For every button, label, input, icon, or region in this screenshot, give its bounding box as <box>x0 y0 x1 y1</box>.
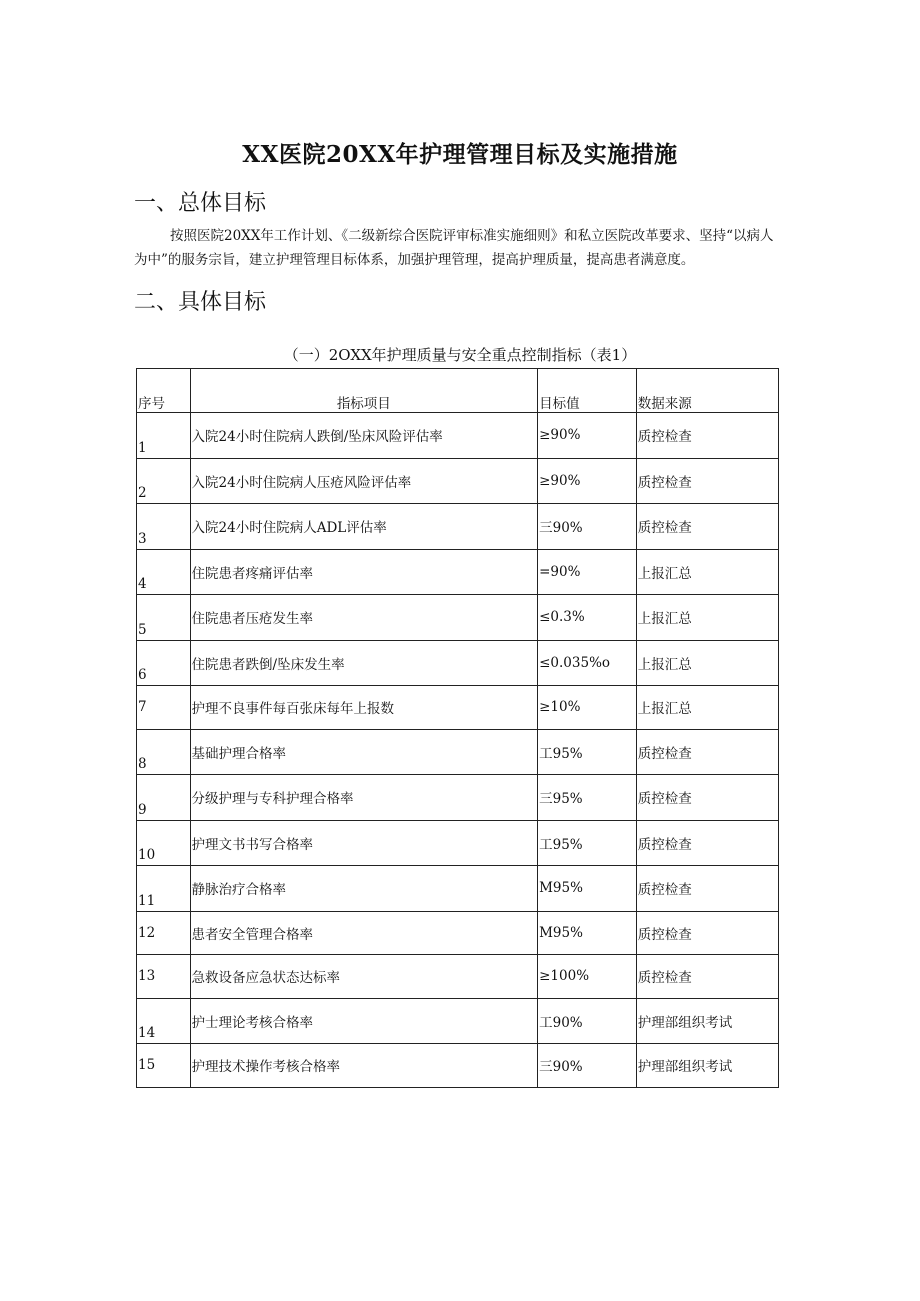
section-heading-specific-goals: 二、具体目标 <box>134 290 267 315</box>
row-source: 质控检查 <box>636 413 778 459</box>
row-no: 12 <box>137 911 191 955</box>
table-row <box>137 866 779 912</box>
table-row <box>137 640 779 686</box>
header-item: 指标项目 <box>190 369 538 413</box>
row-no: 13 <box>137 955 191 999</box>
row-target: =90% <box>538 549 637 595</box>
row-no: 10 <box>137 820 191 866</box>
row-no: 9 <box>137 775 191 821</box>
row-item: 住院患者疼痛评估率 <box>190 549 538 595</box>
row-target: 三95% <box>538 775 637 821</box>
table-caption: （一）2OXX年护理质量与安全重点控制指标（表1） <box>283 346 637 364</box>
table-header-row <box>137 369 779 413</box>
row-no: 7 <box>137 686 191 730</box>
row-target: ≤0.035%o <box>538 640 637 686</box>
row-source: 上报汇总 <box>636 686 778 730</box>
row-target: 工90% <box>538 998 637 1044</box>
row-no: 2 <box>137 458 191 504</box>
row-source: 上报汇总 <box>636 549 778 595</box>
row-target: ≥90% <box>538 413 637 459</box>
overall-goals-paragraph: 按照医院20XX年工作计划、《二级新综合医院评审标准实施细则》和私立医院改革要求、坚持“以病人为中”的服务宗旨，建立护理管理目标体系，加强护理管理，提高护理质量，提高患者满意度。 <box>134 228 774 268</box>
table-row <box>137 595 779 641</box>
row-source: 质控检查 <box>636 866 778 912</box>
table-row <box>137 504 779 550</box>
row-no: 11 <box>137 866 191 912</box>
row-item: 入院24小时住院病人压疮风险评估率 <box>190 458 538 504</box>
row-target: ≥90% <box>538 458 637 504</box>
row-item: 护理不良事件每百张床每年上报数 <box>190 686 538 730</box>
row-target: ≥100% <box>538 955 637 999</box>
row-item: 护理文书书写合格率 <box>190 820 538 866</box>
row-item: 入院24小时住院病人ADL评估率 <box>190 504 538 550</box>
row-no: 15 <box>137 1044 191 1088</box>
row-source: 质控检查 <box>636 504 778 550</box>
table-row <box>137 820 779 866</box>
row-source: 护理部组织考试 <box>636 998 778 1044</box>
row-target: 三90% <box>538 504 637 550</box>
row-no: 4 <box>137 549 191 595</box>
nursing-indicators-table <box>136 368 779 1088</box>
row-target: M95% <box>538 911 637 955</box>
row-item: 入院24小时住院病人跌倒/坠床风险评估率 <box>190 413 538 459</box>
table-row <box>137 413 779 459</box>
row-target: 三90% <box>538 1044 637 1088</box>
row-item: 住院患者压疮发生率 <box>190 595 538 641</box>
row-item: 分级护理与专科护理合格率 <box>190 775 538 821</box>
header-no: 序号 <box>137 369 191 413</box>
row-target: ≥10% <box>538 686 637 730</box>
row-target: M95% <box>538 866 637 912</box>
row-source: 质控检查 <box>636 820 778 866</box>
row-no: 1 <box>137 413 191 459</box>
row-source: 质控检查 <box>636 911 778 955</box>
row-item: 基础护理合格率 <box>190 729 538 775</box>
row-target: 工95% <box>538 729 637 775</box>
row-source: 护理部组织考试 <box>636 1044 778 1088</box>
row-item: 急救设备应急状态达标率 <box>190 955 538 999</box>
table-row <box>137 729 779 775</box>
row-source: 质控检查 <box>636 955 778 999</box>
row-target: ≤0.3% <box>538 595 637 641</box>
row-item: 护理技术操作考核合格率 <box>190 1044 538 1088</box>
row-no: 6 <box>137 640 191 686</box>
row-source: 质控检查 <box>636 458 778 504</box>
table-row <box>137 1044 779 1088</box>
row-no: 5 <box>137 595 191 641</box>
row-no: 8 <box>137 729 191 775</box>
row-source: 质控检查 <box>636 775 778 821</box>
header-target: 目标值 <box>538 369 637 413</box>
row-no: 14 <box>137 998 191 1044</box>
row-item: 护士理论考核合格率 <box>190 998 538 1044</box>
table-row <box>137 955 779 999</box>
table-row <box>137 549 779 595</box>
row-item: 住院患者跌倒/坠床发生率 <box>190 640 538 686</box>
row-source: 上报汇总 <box>636 595 778 641</box>
table-row <box>137 911 779 955</box>
row-target: 工95% <box>538 820 637 866</box>
row-source: 质控检查 <box>636 729 778 775</box>
row-item: 患者安全管理合格率 <box>190 911 538 955</box>
section-heading-overall-goals: 一、总体目标 <box>134 191 267 216</box>
header-source: 数据来源 <box>636 369 778 413</box>
table-row <box>137 775 779 821</box>
row-item: 静脉治疗合格率 <box>190 866 538 912</box>
table-row <box>137 458 779 504</box>
document-title: XX医院20XX年护理管理目标及实施措施 <box>242 141 678 168</box>
table-row <box>137 686 779 730</box>
row-source: 上报汇总 <box>636 640 778 686</box>
table-row <box>137 998 779 1044</box>
row-no: 3 <box>137 504 191 550</box>
